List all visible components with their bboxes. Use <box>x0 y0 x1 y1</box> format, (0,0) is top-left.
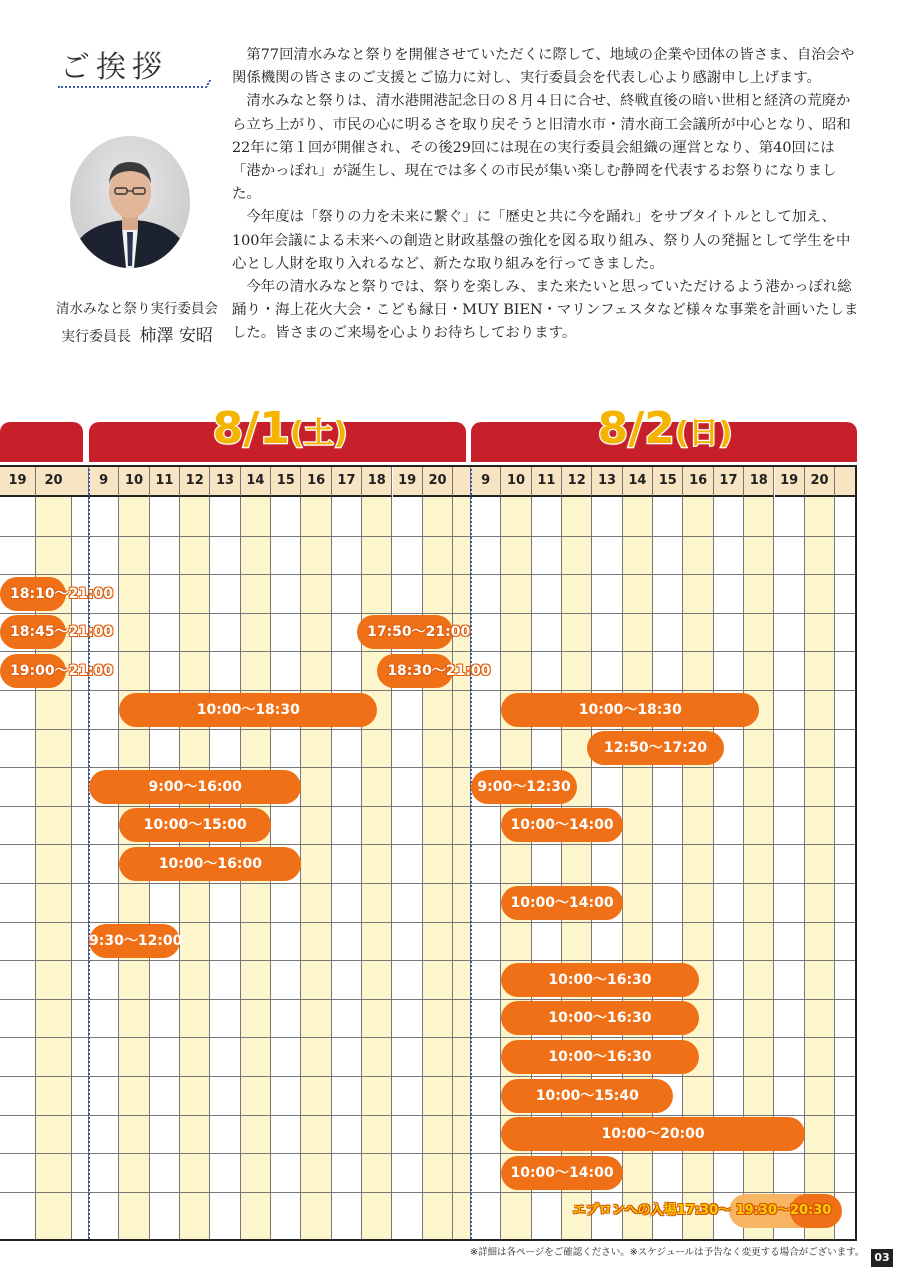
event-time-label: 12:50〜17:20 <box>604 740 708 757</box>
footnote: ※詳細は各ページをご確認ください。※スケジュールは予告なく変更する場合がございます。 <box>470 1247 865 1258</box>
event-time-label: 10:00〜18:30 <box>196 701 300 718</box>
event-time-label: 10:00〜14:00 <box>510 1164 614 1181</box>
greeting-title: ご挨拶 <box>60 50 168 85</box>
hour-column <box>393 497 423 1239</box>
hour-column <box>471 497 501 1239</box>
hour-header: 19 <box>393 465 423 497</box>
row-divider <box>0 883 857 884</box>
hour-header <box>453 465 471 497</box>
row-divider <box>0 1153 857 1154</box>
hour-header: 16 <box>301 465 331 497</box>
chair-name: 柿澤 安昭 <box>139 326 213 346</box>
person-silhouette-icon <box>70 136 190 268</box>
hour-header: 20 <box>36 465 72 497</box>
row-divider <box>0 536 857 537</box>
hour-column <box>453 497 471 1239</box>
hour-column <box>835 497 857 1239</box>
event-bar <box>89 924 183 958</box>
organization-name: 清水みなと祭り実行委員会 <box>56 301 218 317</box>
row-divider <box>0 651 857 652</box>
hour-header: 16 <box>683 465 713 497</box>
day1-date <box>180 404 380 454</box>
hour-header: 14 <box>623 465 653 497</box>
event-time-label: 10:00〜15:00 <box>143 817 247 834</box>
chair-role: 実行委員長 <box>61 329 132 345</box>
event-bar <box>501 963 698 997</box>
event-time-label: 9:00〜16:00 <box>148 778 242 795</box>
event-bar <box>89 770 301 804</box>
row-divider <box>0 729 857 730</box>
greeting-paragraph: 清水みなと祭りは、清水港開港記念日の８月４日に合せ、終戦直後の暗い世相と経済の荒廃から立ち上がり、市民の心に明るさを取り戻そうと旧清水市・清水商工会議所が中心となり、昭和22年に第１回が開催され、その後29回には現在の実行委員会組織の運営となり、第40回には「港かっぽれ」が誕生し、現在では多くの市民が集い楽しむ静岡を代表するお祭りになりました。 <box>232 93 851 203</box>
event-bar <box>0 577 114 611</box>
day-separator <box>88 465 90 1239</box>
hour-column <box>89 497 119 1239</box>
hour-header: 20 <box>805 465 835 497</box>
event-time-label: 10:00〜15:40 <box>535 1087 639 1104</box>
event-bar <box>119 847 301 881</box>
hour-column <box>362 497 392 1239</box>
hour-header: 20 <box>423 465 453 497</box>
row-divider <box>0 1037 857 1038</box>
hour-header: 10 <box>119 465 149 497</box>
entry-time-text: 19:30〜20:30 <box>731 1203 832 1219</box>
hour-header: 15 <box>271 465 301 497</box>
entry-note-text: エプロンへの入場17:30〜 <box>572 1203 732 1219</box>
hour-column <box>301 497 331 1239</box>
event-bar <box>471 770 577 804</box>
event-time-label: 18:10〜21:00 <box>10 585 114 602</box>
event-bar <box>501 1117 805 1151</box>
event-time-label: 9:00〜12:30 <box>477 778 571 795</box>
event-time-label: 10:00〜16:30 <box>548 1010 652 1027</box>
event-time-label: 18:45〜21:00 <box>10 624 114 641</box>
hour-header: 11 <box>150 465 180 497</box>
event-time-label: 10:00〜18:30 <box>578 701 682 718</box>
row-divider <box>0 690 857 691</box>
chair-portrait <box>70 136 190 268</box>
event-bar <box>501 1040 698 1074</box>
hour-header: 11 <box>532 465 562 497</box>
event-time-label: 10:00〜14:00 <box>510 894 614 911</box>
day2-date <box>565 404 765 454</box>
day1-weekday: (土) <box>289 416 348 451</box>
row-divider <box>0 806 857 807</box>
day-separator <box>470 465 472 1239</box>
hour-header: 19 <box>0 465 36 497</box>
event-time-label: 10:00〜16:30 <box>548 1048 652 1065</box>
event-time-label: 19:00〜21:00 <box>10 662 114 679</box>
event-bar <box>501 693 759 727</box>
hour-header: 12 <box>562 465 592 497</box>
event-bar <box>501 1156 622 1190</box>
event-bar <box>501 886 622 920</box>
hour-header: 10 <box>501 465 531 497</box>
event-bar <box>357 615 471 649</box>
event-time-label: 17:50〜21:00 <box>367 624 471 641</box>
hour-header: 13 <box>210 465 240 497</box>
prev-day-banner <box>0 422 83 462</box>
hour-header: 17 <box>332 465 362 497</box>
hour-header <box>835 465 857 497</box>
row-divider <box>0 1076 857 1077</box>
event-bar <box>0 654 114 688</box>
hour-header: 18 <box>362 465 392 497</box>
row-divider <box>0 844 857 845</box>
row-divider <box>0 922 857 923</box>
page-number: 03 <box>871 1249 893 1267</box>
hour-header: 18 <box>744 465 774 497</box>
hour-header: 9 <box>471 465 501 497</box>
schedule-grid <box>0 465 857 1239</box>
event-bar <box>501 1079 673 1113</box>
day2-weekday: (日) <box>674 416 733 451</box>
event-bar <box>587 731 724 765</box>
greeting-paragraph: 第77回清水みなと祭りを開催させていただくに際して、地域の企業や団体の皆さま、自治会や関係機関の皆さまのご支援とご協力に対し、実行委員会を代表し心より感謝申し上げます。 <box>232 47 855 87</box>
hour-column <box>332 497 362 1239</box>
hour-header: 12 <box>180 465 210 497</box>
row-divider <box>0 613 857 614</box>
event-bar <box>0 615 114 649</box>
hour-column <box>66 497 89 1239</box>
event-time-label: 10:00〜14:00 <box>510 817 614 834</box>
hour-header: 9 <box>89 465 119 497</box>
event-time-label: 9:30〜12:00 <box>89 933 183 950</box>
row-divider <box>0 1192 857 1193</box>
hour-column <box>805 497 835 1239</box>
greeting-paragraph: 今年度は「祭りの力を未来に繋ぐ」に「歴史と共に今を踊れ」をサブタイトルとして加え、100年会議による未来への創造と財政基盤の強化を図る取り組み、祭り人の発掘として学生を中心とし人財を取り入れるなど、新たな取り組みを行ってきました。 <box>232 209 851 272</box>
hour-column <box>423 497 453 1239</box>
row-divider <box>0 1115 857 1116</box>
hour-header: 13 <box>592 465 622 497</box>
hour-header: 14 <box>241 465 271 497</box>
event-bar <box>501 1001 698 1035</box>
event-bar <box>119 808 271 842</box>
event-time-label: 10:00〜16:30 <box>548 971 652 988</box>
event-time-label: 10:00〜20:00 <box>601 1126 705 1143</box>
row-divider <box>0 960 857 961</box>
title-underline <box>58 86 203 88</box>
hour-header <box>66 465 89 497</box>
row-divider <box>0 999 857 1000</box>
row-divider <box>0 574 857 575</box>
day2-date-main: 8/2 <box>597 403 675 454</box>
hour-header: 17 <box>714 465 744 497</box>
hour-header: 19 <box>775 465 805 497</box>
entry-note <box>573 1194 832 1228</box>
day1-date-main: 8/1 <box>212 403 290 454</box>
event-bar <box>119 693 377 727</box>
event-time-label: 10:00〜16:00 <box>158 855 262 872</box>
event-time-label: 18:30〜21:00 <box>387 662 491 679</box>
hour-header: 15 <box>653 465 683 497</box>
greeting-body <box>232 44 862 346</box>
chair-name-line <box>52 321 222 346</box>
greeting-paragraph: 今年の清水みなと祭りでは、祭りを楽しみ、また来たいと思っていただけるよう港かっぽれ総踊り・海上花火大会・こども縁日・MUY BIEN・マリンフェスタなど様々な事業を計画いたしました。皆さまのご来場を心よりお待ちしております。 <box>232 279 859 342</box>
row-divider <box>0 767 857 768</box>
event-bar <box>377 654 491 688</box>
event-bar <box>501 808 622 842</box>
